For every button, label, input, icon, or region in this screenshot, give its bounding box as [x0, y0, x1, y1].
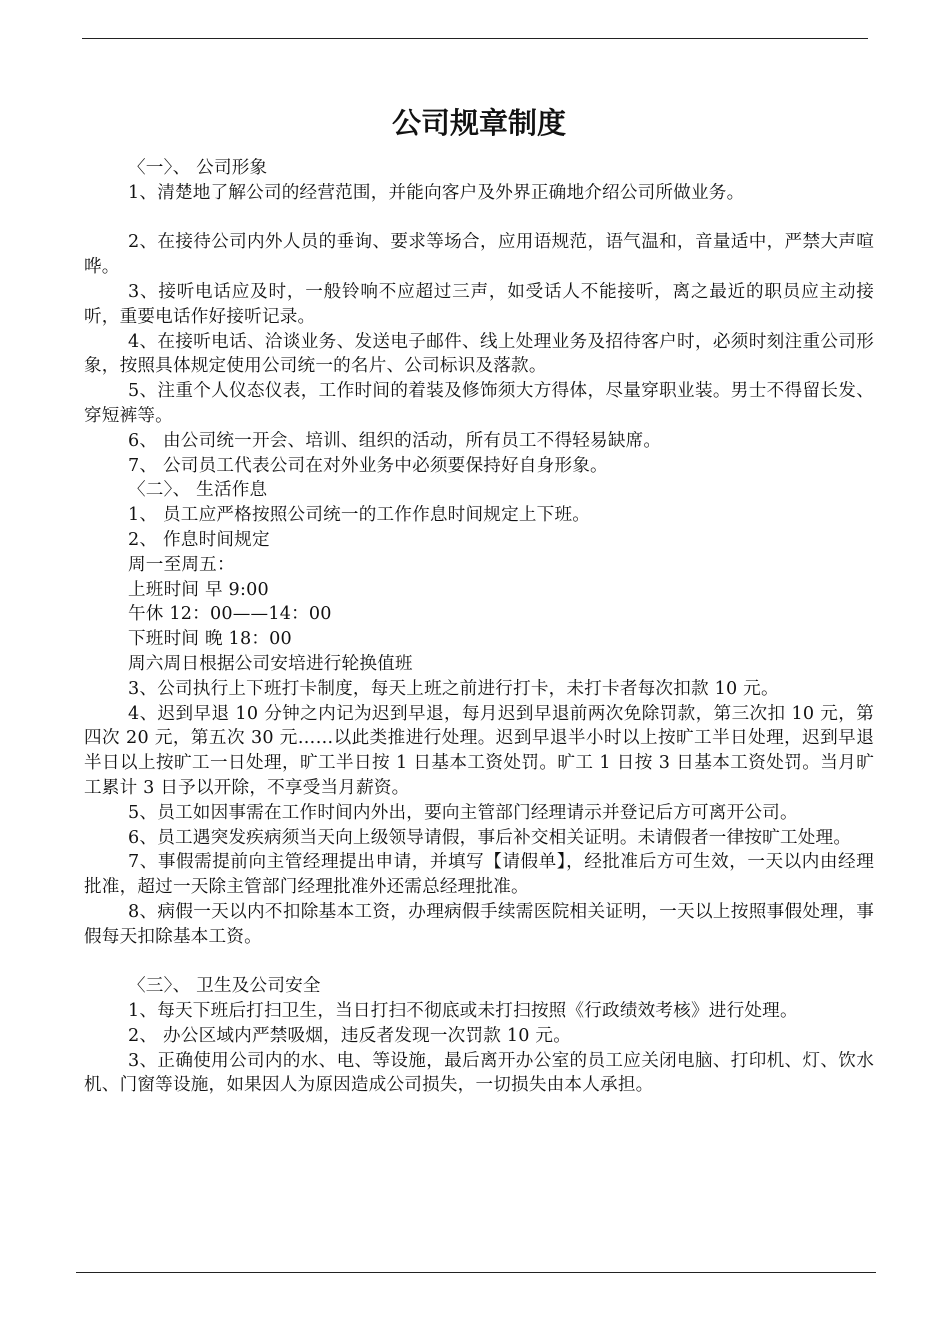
rule-paragraph: 6、 由公司统一开会、培训、组织的活动，所有员工不得轻易缺席。: [128, 430, 662, 451]
rule-paragraph: 4、在接听电话、洽谈业务、发送电子邮件、线上处理业务及招待客户时，必须时刻注重公司形象，按照具体规定使用公司统一的名片、公司标识及落款。: [84, 331, 874, 377]
rule-paragraph: 5、员工如因事需在工作时间内外出，要向主管部门经理请示并登记后方可离开公司。: [128, 802, 798, 823]
rule-paragraph: 2、在接待公司内外人员的垂询、要求等场合，应用语规范，语气温和，音量适中，严禁大声喧哗。: [84, 232, 874, 278]
rule-paragraph: 周一至周五：: [128, 554, 235, 575]
rule-paragraph: 3、接听电话应及时，一般铃响不应超过三声，如受话人不能接听，离之最近的职员应主动接听，重要电话作好接听记录。: [84, 281, 874, 327]
rule-paragraph: 7、事假需提前向主管经理提出申请，并填写【请假单】，经批准后方可生效，一天以内由经理批准，超过一天除主管部门经理批准外还需总经理批准。: [84, 852, 874, 898]
blank-line: [84, 950, 874, 975]
rule-paragraph: 下班时间 晚 18：00: [128, 629, 292, 650]
rule-paragraph: 7、 公司员工代表公司在对外业务中必须要保持好自身形象。: [128, 455, 608, 476]
document-title: 公司规章制度: [391, 106, 566, 140]
blank-line: [84, 206, 874, 231]
header-rule: [82, 38, 868, 39]
rule-paragraph: 2、 办公区域内严禁吸烟，违反者发现一次罚款 10 元。: [128, 1025, 572, 1046]
rule-paragraph: 6、员工遇突发疾病须当天向上级领导请假，事后补交相关证明。未请假者一律按旷工处理。: [128, 827, 852, 848]
rule-paragraph: 4、迟到早退 10 分钟之内记为迟到早退，每月迟到早退前两次免除罚款，第三次扣 10 元，第四次 20 元，第五次 30 元……以此类推进行处理。迟到早退半小时以上按旷工半日处理，迟到早退半日以上按旷工一日处理，旷工半日按 1 日基本工资处罚。旷工 1 日按 3 日基本工资处罚。当月旷工累计 3 日予以开除，不享受当月薪资。: [84, 703, 874, 798]
rule-paragraph: 3、公司执行上下班打卡制度，每天上班之前进行打卡，未打卡者每次扣款 10 元。: [128, 678, 779, 699]
section-heading: 〈三〉、 卫生及公司安全: [128, 976, 321, 997]
rule-paragraph: 1、 员工应严格按照公司统一的工作作息时间规定上下班。: [128, 505, 591, 526]
document-body: [84, 156, 874, 1098]
rule-paragraph: 3、正确使用公司内的水、电、等设施，最后离开办公室的员工应关闭电脑、打印机、灯、饮水机、门窗等设施，如果因人为原因造成公司损失，一切损失由本人承担。: [84, 1050, 874, 1096]
rule-paragraph: 周六周日根据公司安培进行轮换值班: [128, 653, 413, 674]
rule-paragraph: 午休 12：00——14：00: [128, 604, 332, 625]
rule-paragraph: 上班时间 早 9:00: [128, 579, 269, 600]
section-heading: 〈一〉、 公司形象: [128, 158, 268, 178]
section-heading: 〈二〉、 生活作息: [128, 480, 268, 501]
rule-paragraph: 2、 作息时间规定: [128, 529, 270, 550]
rule-paragraph: 1、每天下班后打扫卫生，当日打扫不彻底或未打扫按照《行政绩效考核》进行处理。: [128, 1001, 798, 1022]
rule-paragraph: 5、注重个人仪态仪表，工作时间的着装及修饰须大方得体，尽量穿职业装。男士不得留长发、穿短裤等。: [84, 381, 874, 426]
footer-rule: [76, 1272, 876, 1273]
rule-paragraph: 1、清楚地了解公司的经营范围，并能向客户及外界正确地介绍公司所做业务。: [128, 182, 745, 203]
document-page: [84, 100, 874, 1098]
rule-paragraph: 8、病假一天以内不扣除基本工资，办理病假手续需医院相关证明，一天以上按照事假处理，事假每天扣除基本工资。: [84, 901, 874, 947]
